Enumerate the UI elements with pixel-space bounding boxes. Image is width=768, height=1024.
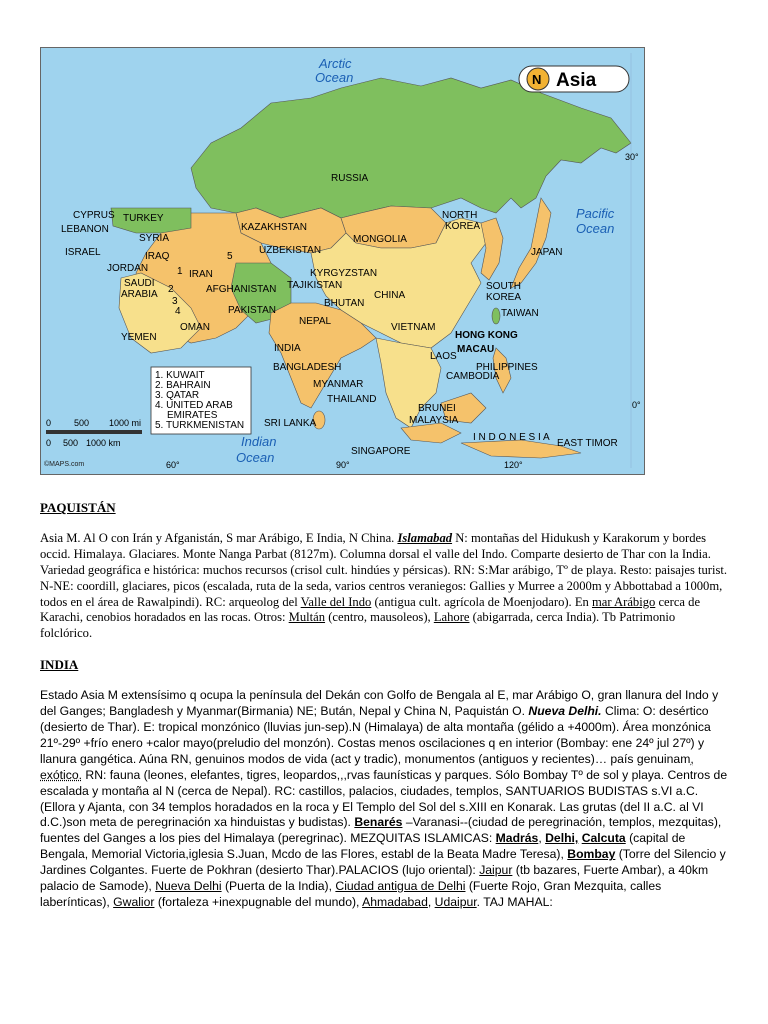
text-run: Clima: O: desértico (desierto de Thar). E: tropical monzónico (lluvias jun-sep).N (Himalaya) de alta montaña (gélido a +4000m). Área monzónica 21º-29º +frío enero +calor mayo(preludio del monzón). Costas menos oscilaciones q en interior (Bombay: ene 24º jul 27º) y llanura gangética. Aúna RN, genuinos modos de vida (act y tradic), monumentos (antiguos y recientes)… país genuinam bbox=[40, 704, 711, 766]
place-ciudad-antigua-delhi: Ciudad antigua de Delhi bbox=[335, 879, 466, 894]
label-bangladesh: BANGLADESH bbox=[273, 362, 342, 373]
label-macau: MACAU bbox=[457, 344, 495, 355]
place-bombay: Bombay bbox=[567, 847, 616, 862]
map-graphic bbox=[41, 48, 644, 474]
text-run: (Fuerte Rojo, Gran Mezquita, calles laberínticas), bbox=[40, 879, 662, 909]
word-exotico: , exótico. bbox=[40, 751, 694, 782]
india-paragraph bbox=[40, 688, 730, 911]
label-vietnam: VIETNAM bbox=[391, 322, 436, 333]
map-credit: ©MAPS.com bbox=[44, 461, 85, 468]
label-oman: OMAN bbox=[180, 322, 210, 333]
label-uzbekistan: UZBEKISTAN bbox=[259, 245, 322, 256]
map-title: Asia bbox=[556, 70, 597, 91]
label-bhutan: BHUTAN bbox=[324, 298, 365, 309]
label-iraq: IRAQ bbox=[145, 251, 170, 262]
label-japan: JAPAN bbox=[531, 247, 563, 258]
place-nueva-delhi: Nueva Delhi bbox=[155, 879, 222, 894]
scale-mi-1000: 1000 mi bbox=[109, 418, 142, 428]
place-mar-arabigo: mar Arábigo bbox=[592, 594, 656, 609]
label-cyprus: CYPRUS bbox=[73, 210, 115, 221]
label-taiwan: TAIWAN bbox=[501, 308, 539, 319]
text-run: cerca de Karachi, cenobios horadados en las rocas. Otros: bbox=[40, 594, 701, 625]
text-run: . TAJ MAHAL: bbox=[476, 894, 553, 909]
label-philippines: PHILIPPINES bbox=[476, 362, 538, 373]
label-malaysia: MALAYSIA bbox=[409, 415, 459, 426]
label-india: INDIA bbox=[274, 343, 301, 354]
label-cambodia: CAMBODIA bbox=[446, 371, 500, 382]
scale-km-0: 0 bbox=[46, 438, 52, 448]
label-north-korea-1: NORTH bbox=[442, 210, 478, 221]
text-run: , bbox=[538, 831, 546, 846]
legend-item: 1. KUWAIT bbox=[155, 370, 205, 381]
label-south-korea-2: KOREA bbox=[486, 292, 522, 303]
place-lahore: Lahore bbox=[433, 610, 470, 625]
pakistan-heading: PAQUISTÁN bbox=[40, 500, 116, 515]
label-indonesia: I N D O N E S I A bbox=[473, 432, 550, 443]
label-tajikistan: TAJIKISTAN bbox=[287, 280, 343, 291]
text-run: (Torre del Silencio y Jardines Colgantes. Fuerte de Pokhran (desierto Thar).PALACIOS (lujo oriental): bbox=[40, 847, 726, 878]
label-pakistan: PAKISTAN bbox=[228, 305, 276, 316]
label-saudi-2: ARABIA bbox=[121, 289, 158, 300]
pacific-ocean-label-2: Ocean bbox=[576, 221, 615, 236]
document-body bbox=[40, 500, 730, 926]
text-run: (centro, mausoleos), bbox=[325, 610, 434, 625]
capital-islamabad: Islamabad bbox=[397, 530, 453, 545]
label-kyrgyzstan: KYRGYZSTAN bbox=[310, 268, 378, 279]
label-sri-lanka: SRI LANKA bbox=[264, 418, 317, 429]
label-iran: IRAN bbox=[189, 269, 213, 280]
place-madras: Madrás bbox=[495, 831, 539, 846]
text-run: RN: fauna (leones, elefantes, tigres, leopardos,,,rvas faunísticas y parques. Sólo Bombay Tº de sol y playa. Centros de escalada y montaña al N (cerca de Nepal). RC: castillos, palacios, ciudades, templos, SANTUARIOS BUDISTAS s.VI a.C. (Ellora y Ajanta, con 34 templos horadados en la roca y El Templo del Sol del s.XIII en Konarak. Las grutas (del II a.C. al VI d.C.)son meta de peregrinación xa hinduistas y budistas). bbox=[40, 767, 728, 830]
scale-bar bbox=[46, 430, 142, 434]
label-singapore: SINGAPORE bbox=[351, 446, 411, 457]
map-title-badge bbox=[519, 66, 629, 92]
pacific-ocean-label-1: Pacific bbox=[576, 206, 615, 221]
scale-km-500: 500 bbox=[63, 438, 79, 448]
label-number-3: 3 bbox=[172, 296, 178, 307]
place-valle-indo: Valle del Indo bbox=[300, 594, 372, 609]
lat-0-label: 0° bbox=[632, 400, 641, 410]
indian-ocean-label-2: Ocean bbox=[236, 450, 275, 465]
label-number-5: 5 bbox=[227, 251, 233, 262]
scale-km-1000: 1000 km bbox=[86, 438, 121, 448]
label-russia: RUSSIA bbox=[331, 173, 369, 184]
label-thailand: THAILAND bbox=[327, 394, 377, 405]
text-run: (fortaleza +inexpugnable del mundo), bbox=[154, 894, 363, 909]
label-myanmar: MYANMAR bbox=[313, 379, 364, 390]
text-run: Asia M. Al O con Irán y Afganistán, S mar Arábigo, E India, N China. bbox=[40, 530, 398, 545]
scale-mi-0: 0 bbox=[46, 418, 52, 428]
capital-nueva-delhi: Nueva Delhi. bbox=[528, 704, 602, 719]
asia-map bbox=[40, 47, 645, 475]
legend-item: 5. TURKMENISTAN bbox=[155, 420, 245, 431]
text-run: (Puerta de la India), bbox=[221, 879, 336, 894]
lon-120-label: 120° bbox=[504, 460, 523, 470]
lon-90-label: 90° bbox=[336, 460, 350, 470]
label-nepal: NEPAL bbox=[299, 316, 332, 327]
label-mongolia: MONGOLIA bbox=[353, 234, 407, 245]
legend-item: 2. BAHRAIN bbox=[155, 380, 211, 391]
text-run: –Varanasi--(ciudad de peregrinación, templos, mezquitas), fuentes del Ganges a los pies del Himalaya (peregrinac). MEZQUITAS ISLAMICAS: bbox=[40, 815, 722, 846]
place-benares: Benarés bbox=[354, 815, 403, 830]
label-lebanon: LEBANON bbox=[61, 224, 109, 235]
lat-30-label: 30° bbox=[625, 152, 639, 162]
label-number-2: 2 bbox=[168, 284, 174, 295]
label-jordan: JORDAN bbox=[107, 263, 149, 274]
taiwan-shape bbox=[492, 308, 500, 324]
text-run: (antigua cult. agrícola de Moenjodaro). En bbox=[371, 594, 592, 609]
label-yemen: YEMEN bbox=[121, 332, 157, 343]
text-run: , bbox=[427, 894, 435, 909]
text-run: N: montañas del Hidukush y Karakorum y bordes occid. Himalaya. Glaciares. Monte Nanga Parbat (8127m). Columna dorsal el valle del Indo. Comparte desierto de Thar con la India. Variedad geográfica e histórica: muchos recursos (crisol cult. hindúes y pérsicas). RN: S:Mar arábigo, Tº de playa. Resto: paisajes turist. N-NE: coordill, glaciares, picos (escalada, ruta de la seda, varios centros veraniegos: Gallies y Murree a 2000m y Abbottabad a 1000m, todos en el área de Rawalpindi). RC: arqueolog del bbox=[40, 530, 728, 609]
lon-60-label: 60° bbox=[166, 460, 180, 470]
label-laos: LAOS bbox=[430, 351, 457, 362]
text-run: (capital de Bengala, Memorial Victoria,iglesia S.Juan, Mcdo de las Flores, establ de la Beata Madre Teresa), bbox=[40, 831, 686, 862]
indian-ocean-label-1: Indian bbox=[241, 434, 277, 449]
place-udaipur: Udaipur bbox=[434, 894, 477, 909]
legend-item: 3. QATAR bbox=[155, 390, 200, 401]
label-number-4: 4 bbox=[175, 306, 181, 317]
label-syria: SYRIA bbox=[139, 233, 170, 244]
arctic-ocean-label-1: Arctic bbox=[319, 56, 352, 71]
label-turkey: TURKEY bbox=[123, 213, 164, 224]
place-multan: Multán bbox=[288, 610, 326, 625]
label-kazakhstan: KAZAKHSTAN bbox=[241, 222, 307, 233]
label-hong-kong: HONG KONG bbox=[455, 330, 518, 341]
map-legend bbox=[151, 367, 251, 434]
pakistan-paragraph bbox=[40, 531, 730, 642]
label-north-korea-2: KOREA bbox=[445, 221, 481, 232]
place-ahmadabad: Ahmadabad bbox=[362, 894, 428, 909]
label-brunei: BRUNEI bbox=[418, 403, 456, 414]
label-east-timor: EAST TIMOR bbox=[557, 438, 618, 449]
label-number-1: 1 bbox=[177, 266, 183, 277]
legend-item: 4. UNITED ARAB bbox=[155, 400, 233, 411]
india-heading: INDIA bbox=[40, 657, 79, 673]
place-jaipur: Jaipur bbox=[479, 863, 513, 878]
label-saudi-1: SAUDI bbox=[124, 278, 155, 289]
text-run: Estado Asia M extensísimo q ocupa la península del Dekán con Golfo de Bengala al E, mar Arábigo O, gran llanura del Indo y del Ganges; Bangladesh y Myanmar(Birmania) NE; Bután, Nepal y China N, Paquistán O. bbox=[40, 688, 719, 719]
place-calcuta: Calcuta bbox=[581, 831, 626, 846]
text-run: (abigarrada, cerca India). Tb Patrimonio folclórico. bbox=[40, 610, 676, 641]
label-afghanistan: AFGHANISTAN bbox=[206, 284, 277, 295]
label-south-korea-1: SOUTH bbox=[486, 281, 521, 292]
place-delhi: Delhi, bbox=[545, 831, 579, 846]
label-israel: ISRAEL bbox=[65, 247, 101, 258]
legend-item: EMIRATES bbox=[167, 410, 218, 421]
compass-letter: N bbox=[532, 72, 542, 87]
text-run: (tb bazares, Fuerte Ambar), a 40km palacio de Samode), bbox=[40, 863, 709, 894]
scale-mi-500: 500 bbox=[74, 418, 90, 428]
place-gwalior: Gwalior bbox=[113, 894, 155, 909]
arctic-ocean-label-2: Ocean bbox=[315, 70, 354, 85]
label-china: CHINA bbox=[374, 290, 406, 301]
